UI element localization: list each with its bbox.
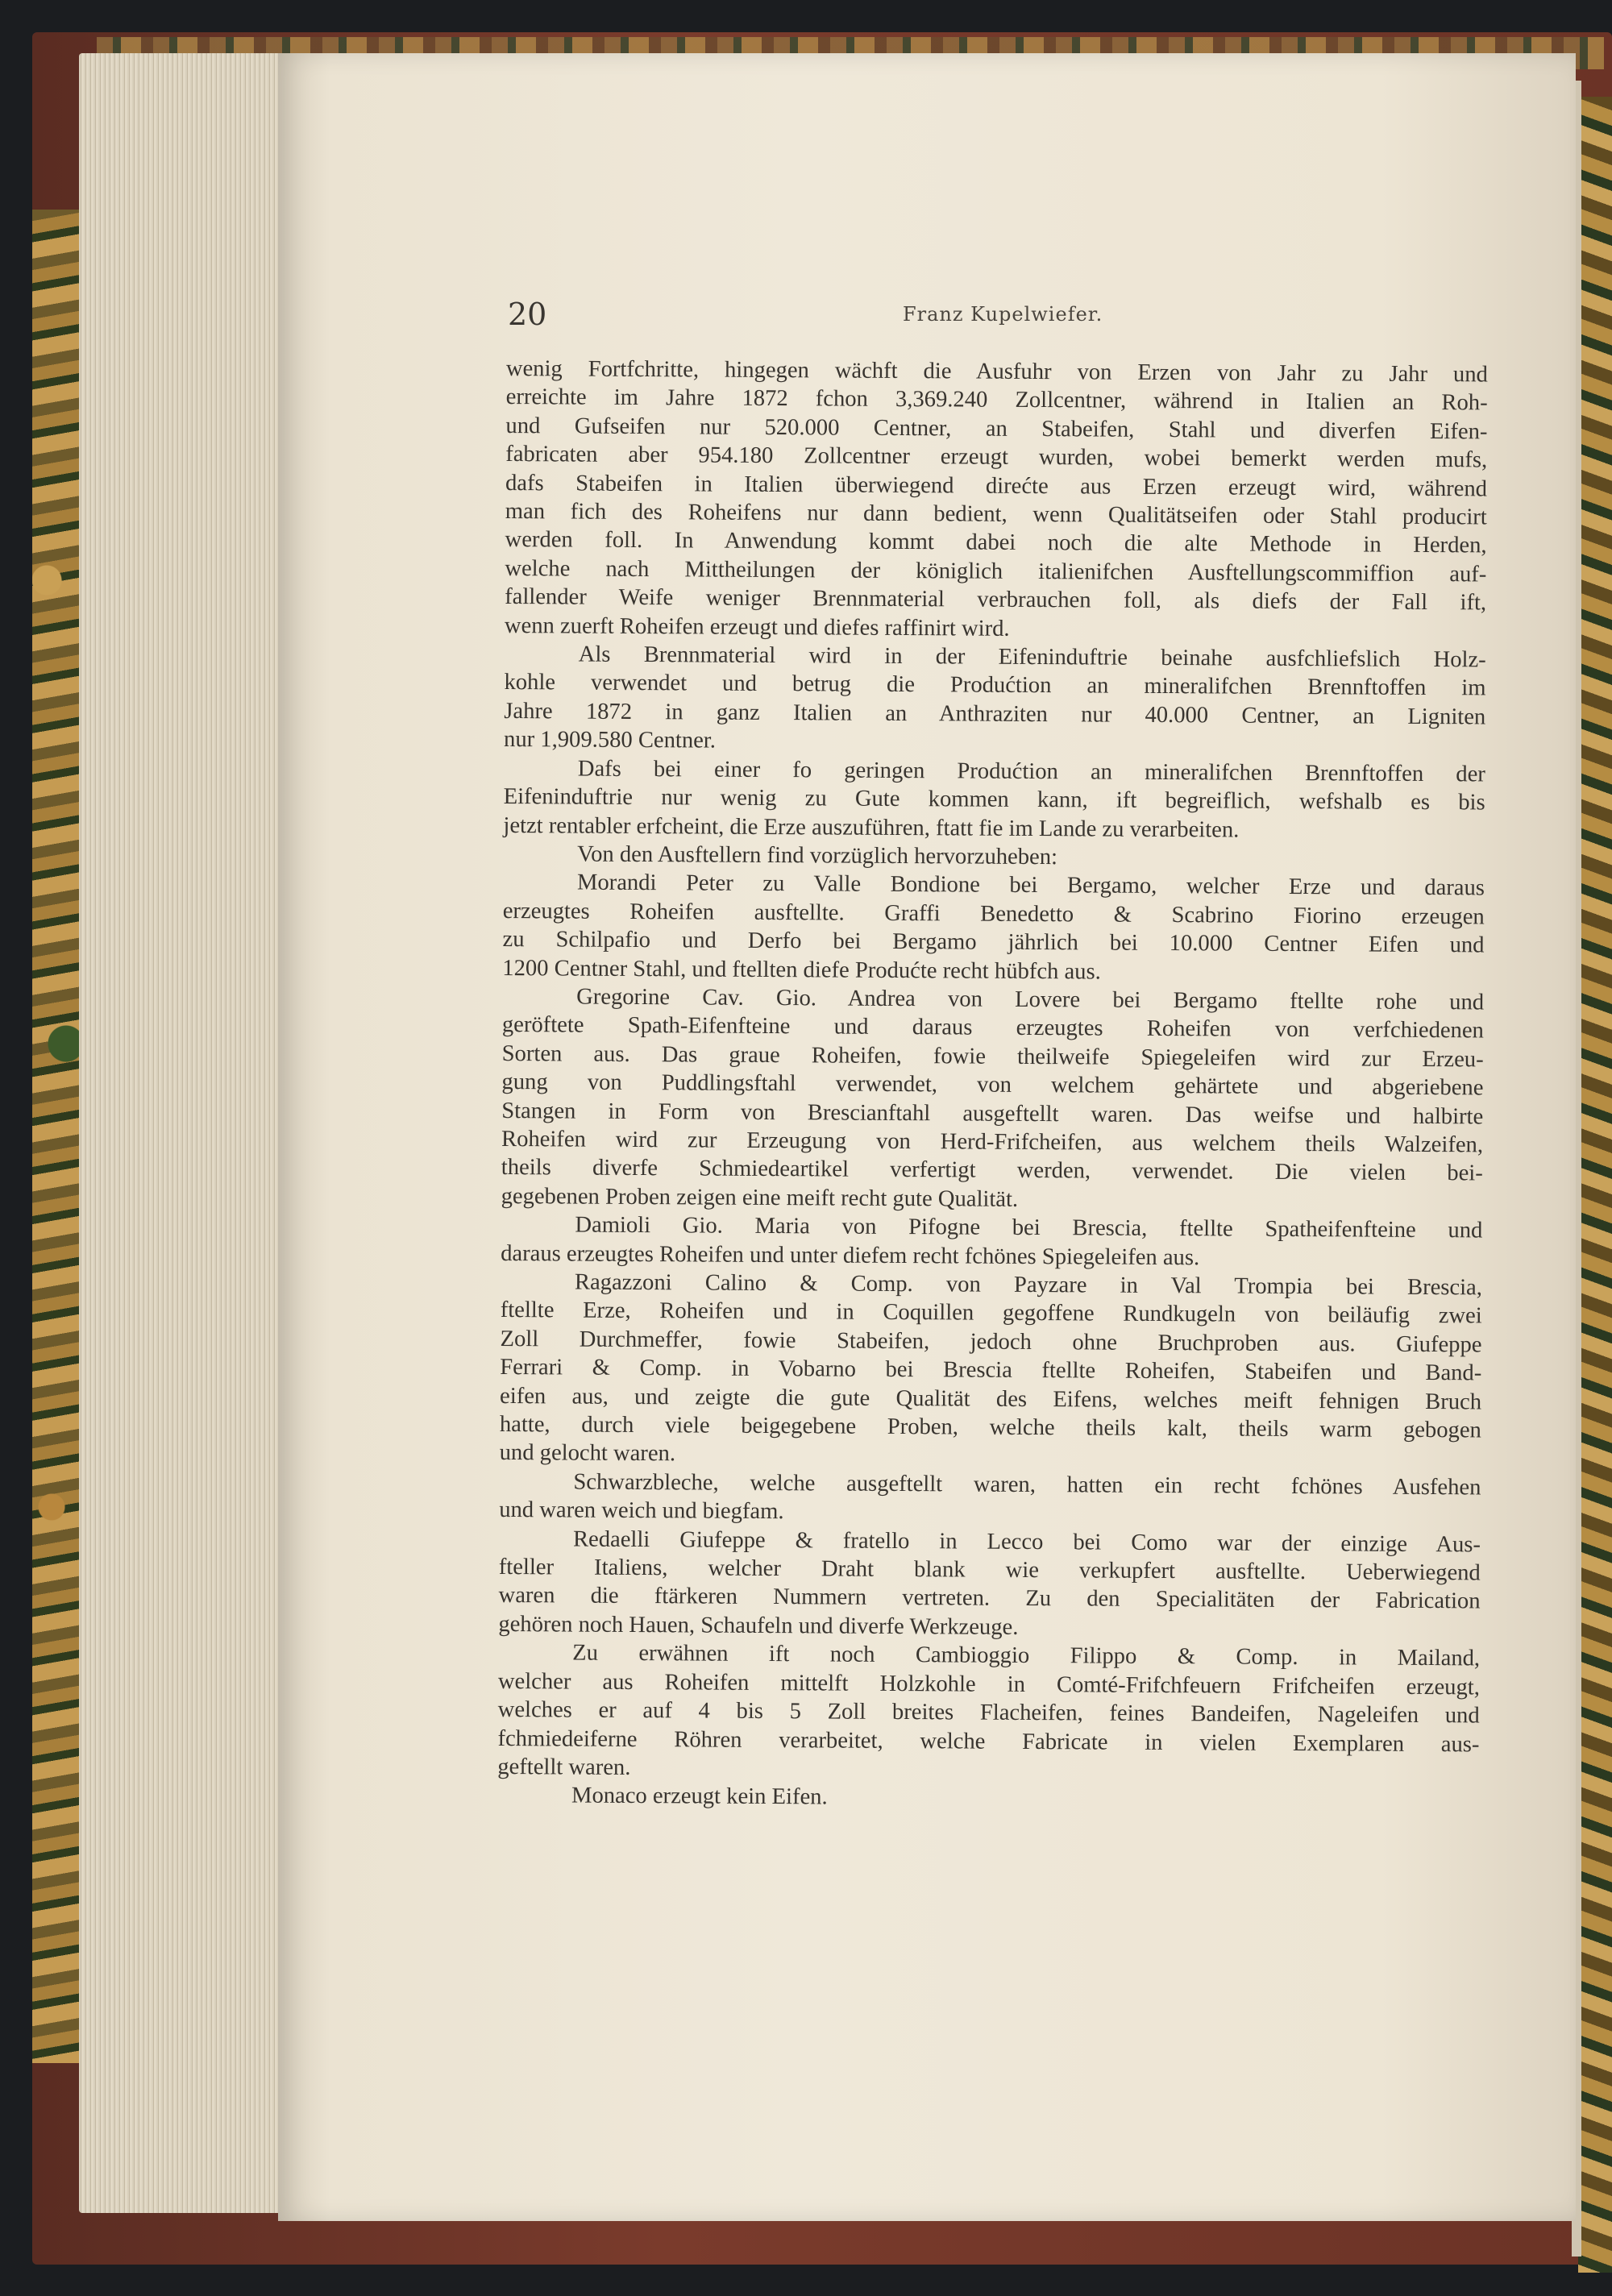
text-line: fabricaten aber 954.180 Zollcentner erzeugt wurden, wobei bemerkt werden mufs, (505, 442, 1488, 473)
text-line: Zu erwähnen ift noch Cambioggio Filippo & Comp. in Mailand, (572, 1640, 1481, 1671)
marbled-board-right (1578, 97, 1612, 2273)
text-line: jetzt rentabler erfcheint, die Erze auszuführen, ftatt fie im Lande zu verarbeiten. (503, 812, 1240, 843)
text-line: Ferrari & Comp. in Vobarno bei Brescia ftellte Roheifen, Stabeifen und Band- (500, 1355, 1482, 1386)
text-line: und Gufseifen nur 520.000 Centner, an Stabeifen, Stahl und diverfen Eifen- (505, 413, 1488, 445)
text-line: welcher aus Roheifen mittelft Holzkohle in Comté-Frifchfeuern Frifcheifen erzeugt, (497, 1668, 1481, 1700)
text-line: Roheifen wird zur Erzeugung von Herd-Frifcheifen, aus welchem theils Walzeifen, (501, 1126, 1484, 1158)
text-line: gegebenen Proben zeigen eine meift recht gute Qualität. (501, 1183, 1019, 1212)
paragraph (497, 1638, 1480, 1787)
text-line: Zoll Durchmeffer, fowie Stabeifen, jedoch ohne Bruchproben aus. Giufeppe (500, 1326, 1482, 1358)
text-line: Stangen in Form von Brescianftahl ausgeftellt waren. Das weifse und halbirte (501, 1098, 1484, 1129)
text-line: 1200 Centner Stahl, und ftellten diefe Produćte recht hübfch aus. (502, 955, 1101, 985)
text-line: waren die ftärkeren Nummern vertreten. Zu den Specialitäten der Fabrication (498, 1583, 1481, 1614)
body-text (497, 355, 1488, 1816)
page-stack (79, 53, 280, 2213)
text-line: wenn zuerft Roheifen erzeugt und diefes raffinirt wird. (504, 612, 1010, 641)
paragraph (501, 1210, 1482, 1273)
text-line: eifen aus, und zeigte die gute Qualität des Eifens, welches meift fehnigen Bruch (500, 1383, 1482, 1415)
text-line: Morandi Peter zu Valle Bondione bei Bergamo, welcher Erze und daraus (576, 870, 1485, 901)
text-line: Redaelli Giufeppe & fratello in Lecco bei Como war der einzige Aus- (572, 1526, 1481, 1558)
text-line: und waren weich und biegfam. (499, 1497, 784, 1525)
text-line: nur 1,909.580 Centner. (503, 727, 717, 754)
text-line: hatte, durch viele beigegebene Proben, welche theils kalt, theils warm gebogen (499, 1412, 1481, 1443)
text-line: Dafs bei einer fo geringen Produćtion an mineralifchen Brennftoffen der (577, 756, 1485, 787)
text-line: fallender Weife weniger Brennmaterial verbrauchen foll, als diefs der Fall ift, (505, 584, 1487, 616)
paragraph (500, 1268, 1482, 1473)
text-line: gehören noch Hauen, Schaufeln und diverfe Werkzeuge. (498, 1611, 1019, 1640)
page-header (508, 297, 1475, 337)
text-line: Jahre 1872 in ganz Italien an Anthraziten nur 40.000 Centner, an Ligniten (504, 698, 1486, 730)
text-line: man fich des Roheifens nur dann bedient, wenn Qualitätseifen oder Stahl producirt (505, 499, 1487, 530)
text-line: fteller Italiens, welcher Draht blank wie verkupfert ausftellte. Ueberwiegend (498, 1555, 1481, 1586)
text-line: Damioli Gio. Maria von Pifogne bei Brescia, ftellte Spatheifenfteine und (575, 1212, 1483, 1243)
text-line: Schwarzbleche, welche ausgeftellt waren, hatten ein recht fchönes Ausfehen (573, 1469, 1481, 1501)
paragraph (505, 355, 1488, 646)
text-line: zu Schilpafio und Derfo bei Bergamo jährlich bei 10.000 Centner Eifen und (502, 927, 1485, 958)
page-number: 20 (508, 297, 547, 332)
paragraph (503, 754, 1485, 846)
paragraph (499, 1468, 1481, 1530)
text-line: dafs Stabeifen in Italien überwiegend direćte aus Erzen erzeugt wird, während (505, 470, 1488, 502)
text-line: Als Brennmaterial wird in der Eifeninduftrie beinahe ausfchliefslich Holz- (578, 641, 1486, 673)
text-line: Sorten aus. Das graue Roheifen, fowie theilweife Spiegeleifen wird zur Erzeu- (501, 1040, 1484, 1073)
paragraph (501, 982, 1485, 1217)
text-line: wenig Fortfchritte, hingegen wächft die Ausfuhr von Erzen von Jahr zu Jahr und (505, 355, 1488, 388)
text-line: Monaco erzeugt kein Eifen. (571, 1783, 828, 1810)
text-line: welches er auf 4 bis 5 Zoll breites Flacheifen, feines Bandeifen, Nageleifen und (497, 1697, 1480, 1729)
marbled-board-left (32, 210, 81, 2063)
text-line: daraus erzeugtes Roheifen und unter diefem recht fchönes Spiegeleifen aus. (501, 1240, 1200, 1270)
text-line: und gelocht waren. (499, 1440, 676, 1467)
running-head: Franz Kupelwiefer. (903, 303, 1103, 326)
paragraph (498, 1525, 1481, 1645)
text-line: erreichte im Jahre 1872 fchon 3,369.240 Zollcentner, während in Italien an Roh- (505, 384, 1488, 416)
text-line: kohle verwendet und betrug die Produćtion an mineralifchen Brennftoffen im (504, 670, 1486, 701)
text-line: geröftete Spath-Eifenfteine und daraus erzeugtes Roheifen von verfchiedenen (501, 1012, 1484, 1044)
text-line: welche nach Mittheilungen der königlich italienifchen Ausftellungscommiffion auf- (505, 555, 1487, 587)
text-line: gung von Puddlingsftahl verwendet, von welchem gehärtete und abgeriebene (501, 1069, 1484, 1101)
text-line: theils diverfe Schmiedeartikel verfertigt werden, verwendet. Die vielen bei- (501, 1155, 1483, 1186)
paragraph (502, 868, 1485, 988)
paragraph (497, 1781, 1479, 1816)
text-line: erzeugtes Roheifen ausftellte. Graffi Benedetto & Scabrino Fiorino erzeugen (502, 898, 1485, 930)
text-line: Eifeninduftrie nur wenig zu Gute kommen kann, ift begreiflich, wefshalb es bis (503, 784, 1485, 816)
text-line: geftellt waren. (497, 1754, 631, 1780)
paragraph (504, 640, 1486, 760)
text-line: Gregorine Cav. Gio. Andrea von Lovere bei Bergamo ftellte rohe und (576, 984, 1485, 1015)
text-line: werden foll. In Anwendung kommt dabei noch die alte Methode in Herden, (505, 527, 1487, 558)
text-line: ftellte Erze, Roheifen und in Coquillen gegoffene Rundkugeln von beiläufig zwei (500, 1297, 1482, 1329)
text-line: Von den Ausftellern find vorzüglich hervorzuheben: (577, 841, 1058, 870)
text-line: Ragazzoni Calino & Comp. von Payzare in Val Trompia bei Brescia, (574, 1269, 1483, 1301)
text-line: fchmiedeiferne Röhren verarbeitet, welche Fabricate in vielen Exemplaren aus- (497, 1725, 1480, 1757)
